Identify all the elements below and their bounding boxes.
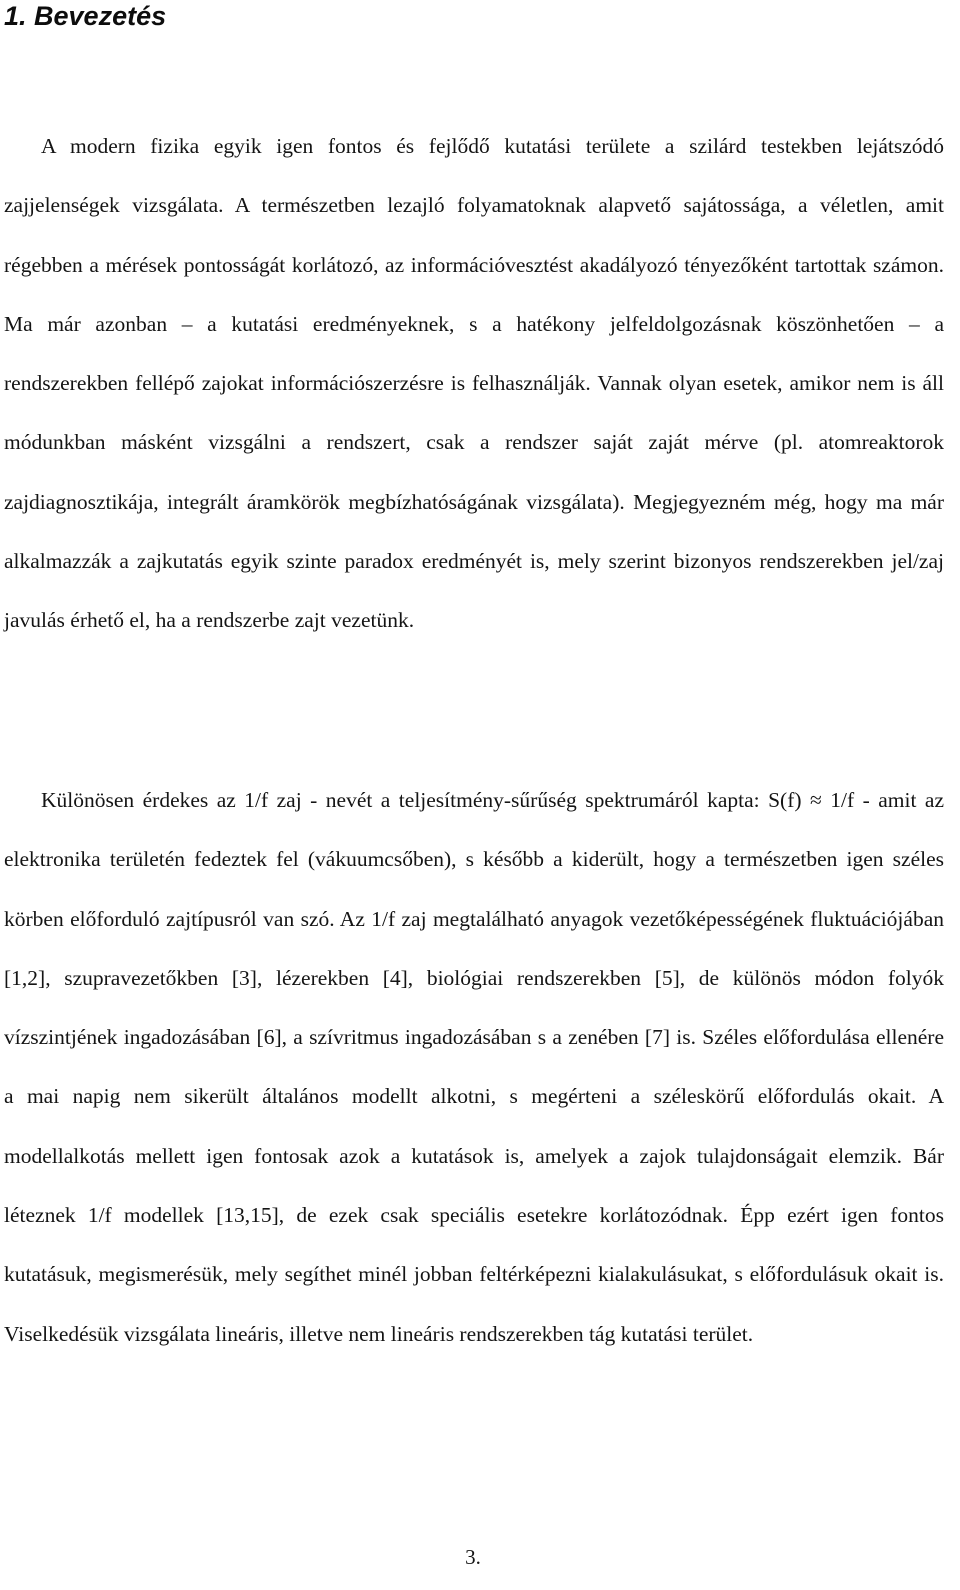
paragraph-1f-noise: Különösen érdekes az 1/f zaj - nevét a teljesítmény-sűrűség spektrumáról kapta: S(f) ≈ 1/f - amit az elektronika területén fedeztek fel (vákuumcsőben), s később a kiderült, hogy a természetben igen széles körben előforduló zajtípusról van szó. Az 1/f zaj megtalálható anyagok vezetőképességének fluktuációjában [1,2], szupravezetőkben [3], lézerekben [4], biológiai rendszerekben [5], de különös módon folyók vízszintjének ingadozásában [6], a szívritmus ingadozásában s a zenében [7] is. Széles előfordulása ellenére a mai napig nem sikerült általános modellt alkotni, s megérteni a széleskörű előfordulás okait. A modellalkotás mellett igen fontosak azok a kutatások is, amelyek a zajok tulajdonságait elemzik. Bár léteznek 1/f modellek [13,15], de ezek csak speciális esetekre korlátozódnak. Épp ezért igen fontos kutatásuk, megismerésük, mely segíthet minél jobban feltérképezni kialakulásukat, s előfordulásuk okait is. Viselkedésük vizsgálata lineáris, illetve nem lineáris rendszerekben tág kutatási terület. [4, 788, 944, 1346]
page-number: 3. [465, 1545, 481, 1569]
paragraph-noise-phenomena: A modern fizika egyik igen fontos és fejlődő kutatási területe a szilárd testekben lejátszódó zajjelenségek vizsgálata. A természetben lezajló folyamatoknak alapvető sajátossága, a véletlen, amit régebben a mérések pontosságát korlátozó, az információvesztést akadályozó tényezőként tartottak számon. Ma már azonban – a kutatási eredményeknek, s a hatékony jelfeldolgozásnak köszönhetően – a rendszerekben fellépő zajokat információszerzésre is felhasználják. Vannak olyan esetek, amikor nem is áll módunkban másként vizsgálni a rendszert, csak a rendszer saját zaját mérve (pl. atomreaktorok zajdiagnosztikája, integrált áramkörök megbízhatóságának vizsgálata). Megjegyezném még, hogy ma már alkalmazzák a zajkutatás egyik szinte paradox eredményét is, mely szerint bizonyos rendszerekben jel/zaj javulás érhető el, ha a rendszerbe zajt vezetünk. [4, 134, 944, 633]
section-heading: 1. Bevezetés [4, 1, 167, 31]
